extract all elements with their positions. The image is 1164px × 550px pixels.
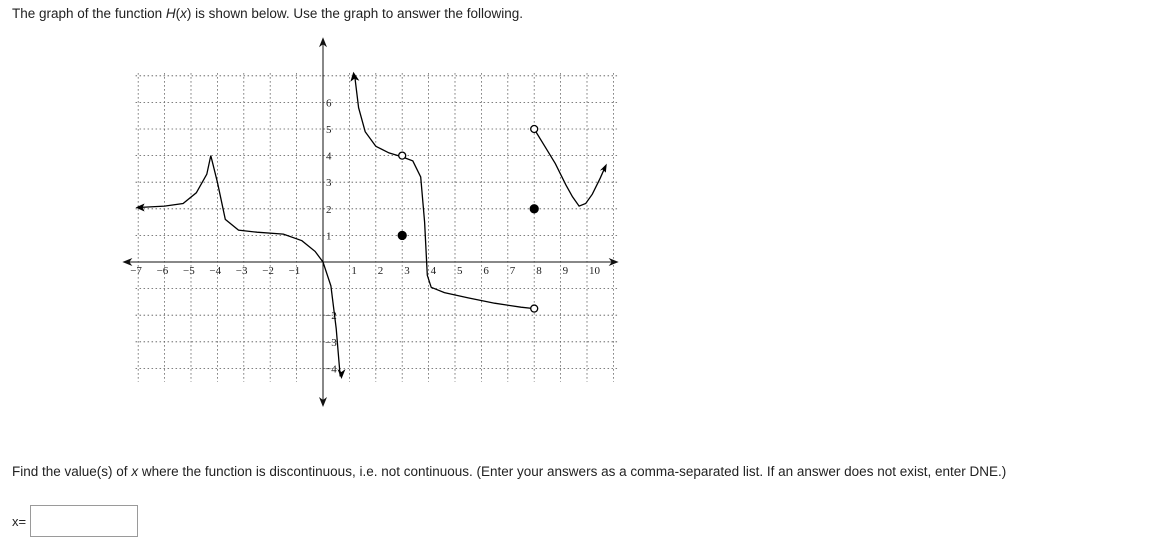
- y-tick-label: 6: [326, 97, 332, 110]
- x-tick-label: 7: [509, 265, 516, 277]
- y-tick-label: −2: [325, 310, 337, 323]
- answer-input[interactable]: [30, 505, 138, 537]
- variable-x: x: [180, 6, 187, 21]
- grid-lines: [136, 73, 619, 382]
- open-point: [531, 305, 538, 312]
- x-tick-labels: [130, 265, 600, 277]
- x-tick-label: 4: [430, 265, 437, 277]
- x-tick-label: −2: [262, 265, 274, 277]
- y-tick-label: −3: [325, 336, 337, 349]
- question-text: Find the value(s) of x where the function is discontinuous, i.e. not continuous. (Enter your answers as a comma-separated list. If an answer does not exist, enter DNE.): [12, 464, 1007, 479]
- closed-point: [530, 205, 538, 213]
- x-tick-label: 10: [589, 265, 600, 277]
- y-tick-label: 1: [326, 230, 332, 243]
- x-tick-label: −3: [235, 265, 248, 277]
- curve-right-branch: [534, 129, 605, 206]
- x-tick-label: 3: [404, 265, 410, 277]
- function-name: H: [165, 6, 176, 21]
- x-tick-label: −7: [130, 265, 142, 277]
- left-branch-bottom-arrow: [337, 369, 345, 379]
- x-tick-label: −6: [156, 265, 169, 277]
- open-point: [399, 152, 406, 159]
- closed-point: [398, 231, 406, 239]
- open-point: [531, 126, 538, 133]
- x-tick-label: 8: [536, 265, 542, 277]
- axes: [122, 37, 618, 407]
- x-tick-label: 2: [377, 265, 384, 277]
- x-tick-label: 1: [351, 265, 357, 277]
- y-tick-label: 4: [326, 150, 332, 163]
- answer-label: x=: [12, 513, 27, 529]
- answer-row: [12, 505, 138, 537]
- y-tick-label: 2: [326, 203, 332, 216]
- function-graph: [110, 36, 630, 422]
- x-tick-label: −5: [183, 265, 195, 277]
- y-tick-label: 3: [326, 177, 332, 190]
- x-tick-label: 5: [457, 265, 463, 277]
- graph-points: [398, 126, 538, 313]
- x-tick-label: 9: [562, 265, 569, 277]
- x-tick-label: −4: [209, 265, 222, 277]
- x-tick-label: 6: [483, 265, 489, 277]
- variable-x: x: [131, 464, 139, 479]
- y-tick-label: 5: [326, 124, 332, 136]
- graph-curves: [136, 72, 607, 379]
- y-tick-labels: [325, 97, 337, 375]
- x-tick-label: −1: [288, 265, 301, 277]
- problem-statement: The graph of the function H(x) is shown below. Use the graph to answer the following.: [12, 6, 524, 21]
- y-tick-label: −4: [325, 363, 337, 376]
